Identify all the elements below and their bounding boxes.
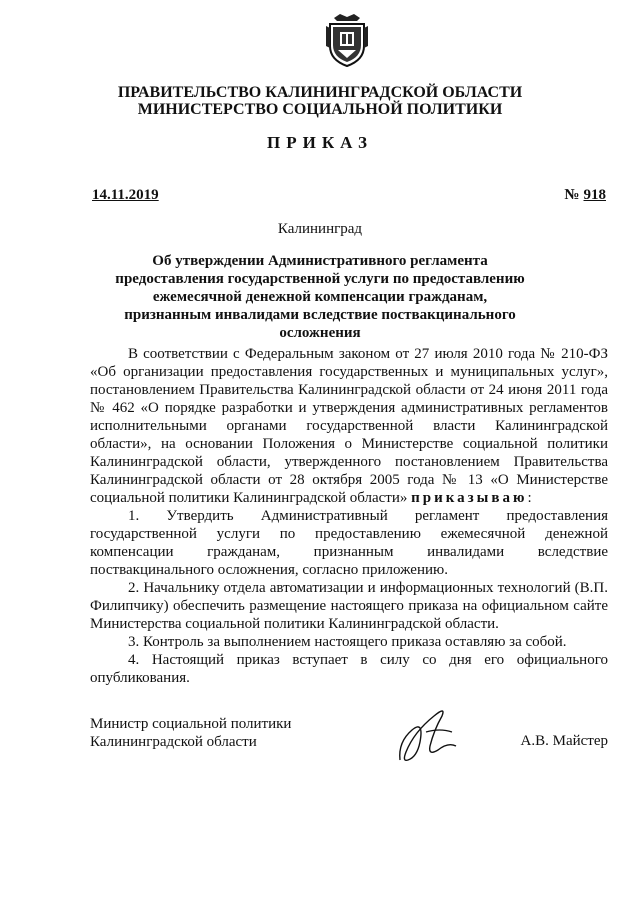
order-item-3: 3. Контроль за выполнением настоящего приказа оставляю за собой. bbox=[128, 634, 567, 650]
order-item-1: 1. Утвердить Административный регламент предоставления государственной услуги по предоставлению ежемесячной денежной компенсации гражданам, признанным инвалидами вследствие поствакцинального осложнения, согласно приложению. bbox=[90, 508, 608, 578]
document-number bbox=[564, 187, 610, 204]
number-prefix: № bbox=[564, 187, 580, 203]
document-date bbox=[92, 187, 167, 204]
preamble-paragraph bbox=[90, 345, 608, 507]
role-line-2: Калининградской области bbox=[90, 734, 257, 750]
order-item-2: 2. Начальнику отдела автоматизации и информационных технологий (В.П. Филипчику) обеспечить размещение настоящего приказа на официальном сайте Министерства социальной политики Калининградской области. bbox=[90, 580, 608, 632]
handwritten-signature bbox=[390, 702, 470, 764]
signatory-name: А.В. Майстер bbox=[520, 733, 608, 749]
document-type: ПРИКАЗ bbox=[267, 133, 373, 152]
coat-of-arms-icon bbox=[324, 12, 370, 68]
document-title: Об утверждении Административного регламента предоставления государственной услуги по предоставлению ежемесячной денежной компенсации гражданам, признанным инвалидами вследствие поствакцинального осложнения bbox=[115, 253, 525, 341]
date-value: 14.11.2019 bbox=[92, 187, 159, 203]
signatory-role bbox=[90, 715, 291, 751]
city: Калининград bbox=[277, 221, 363, 237]
number-value: 918 bbox=[583, 187, 606, 203]
order-word: приказываю bbox=[411, 490, 528, 506]
organization-name: ПРАВИТЕЛЬСТВО КАЛИНИНГРАДСКОЙ ОБЛАСТИ bbox=[117, 84, 523, 101]
role-line-1: Министр социальной политики bbox=[90, 716, 292, 732]
preamble-text: В соответствии с Федеральным законом от 27 июля 2010 года № 210-ФЗ «Об организации предоставления государственных и муниципальных услуг», постановлением Правительства Калининградской области от 24 июня 2011 года № 462 «О порядке разработки и утверждения административных регламентов исполнительными органами государственной власти Калининградской области», на основании Положения о Министерстве социальной политики Калининградской области, утвержденного постановлением Правительства Калининградской области от 28 октября 2005 года № 13 «О Министерстве социальной политики Калининградской области» bbox=[90, 346, 608, 506]
order-item-4: 4. Настоящий приказ вступает в силу со дня его официального опубликования. bbox=[90, 652, 608, 686]
ministry-name: МИНИСТЕРСТВО СОЦИАЛЬНОЙ ПОЛИТИКИ bbox=[137, 101, 503, 118]
document-body bbox=[90, 345, 608, 687]
order-colon: : bbox=[527, 490, 532, 506]
